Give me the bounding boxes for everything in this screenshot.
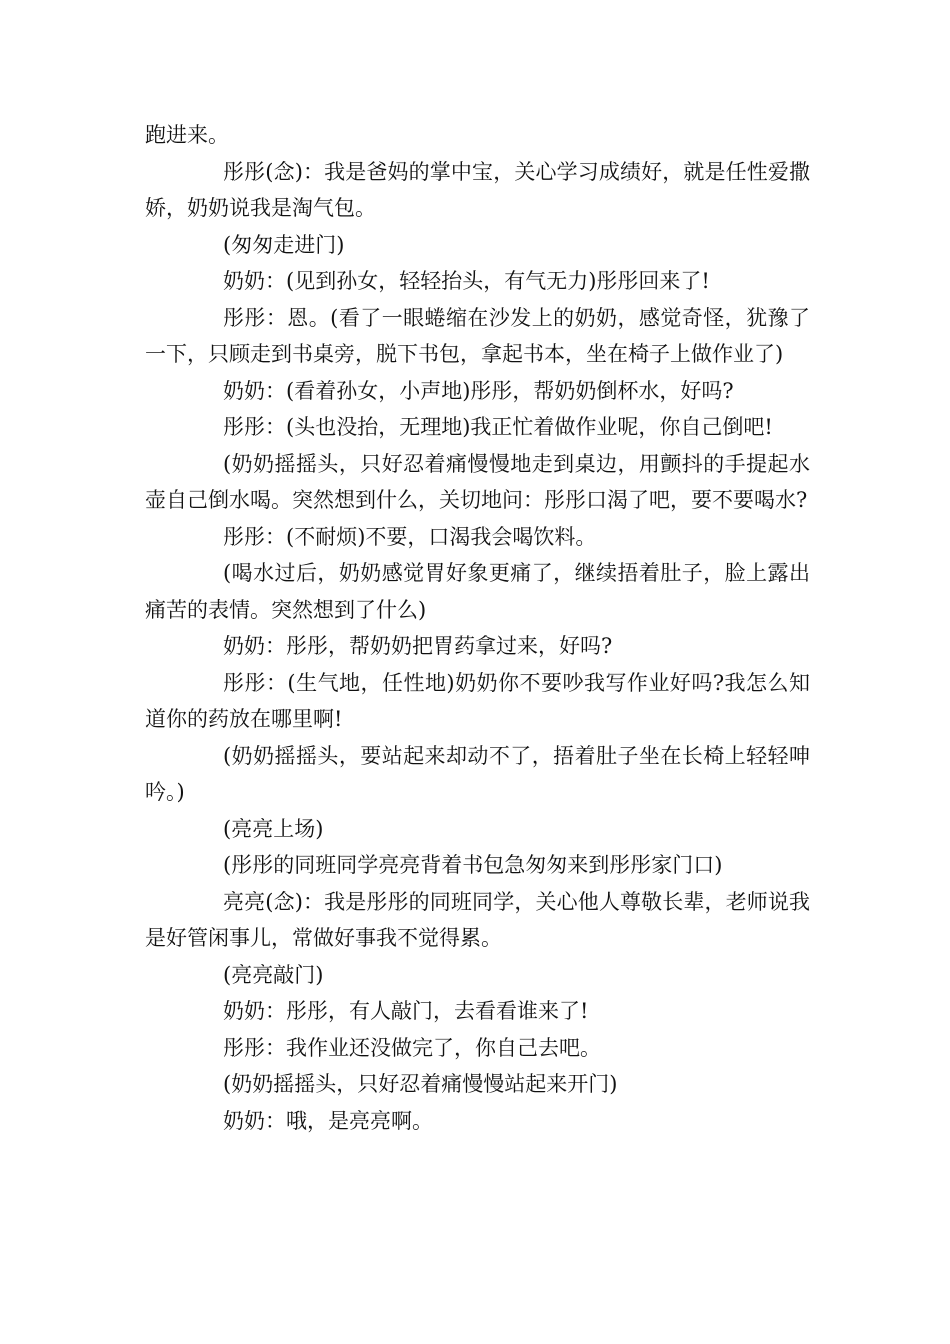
script-text-body [145,117,810,1139]
paragraph-21: 奶奶：哦，是亮亮啊。 [223,1108,433,1133]
paragraph-8: (奶奶摇摇头，只好忍着痛慢慢地走到桌边，用颤抖的手提起水壶自己倒水喝。突然想到什么，关切地问：彤彤口渴了吧，要不要喝水? [145,451,810,512]
paragraph-14: (亮亮上场) [223,816,324,841]
paragraph-6: 奶奶：(看着孙女，小声地)彤彤，帮奶奶倒杯水，好吗? [223,378,734,403]
paragraph-4: 奶奶：(见到孙女，轻轻抬头，有气无力)彤彤回来了! [223,269,710,293]
paragraph-13: (奶奶摇摇头，要站起来却动不了，捂着肚子坐在长椅上轻轻呻吟。) [145,743,810,804]
paragraph-10: (喝水过后，奶奶感觉胃好象更痛了，继续捂着肚子，脸上露出痛苦的表情。突然想到了什么) [145,561,810,622]
paragraph-12: 彤彤：(生气地，任性地)奶奶你不要吵我写作业好吗?我怎么知道你的药放在哪里啊! [145,670,810,731]
paragraph-5: 彤彤：恩。(看了一眼蜷缩在沙发上的奶奶，感觉奇怪，犹豫了一下，只顾走到书桌旁，脱下书包，拿起书本，坐在椅子上做作业了) [145,305,810,366]
paragraph-19: 彤彤：我作业还没做完了，你自己去吧。 [223,1035,601,1060]
paragraph-9: 彤彤：(不耐烦)不要，口渴我会喝饮料。 [223,524,597,549]
paragraph-2: 彤彤(念)：我是爸妈的掌中宝，关心学习成绩好，就是任性爱撒娇，奶奶说我是淘气包。 [145,159,810,220]
paragraph-7: 彤彤：(头也没抬，无理地)我正忙着做作业呢，你自己倒吧! [223,415,773,439]
paragraph-16: 亮亮(念)：我是彤彤的同班同学，关心他人尊敬长辈，老师说我是好管闲事儿，常做好事我不觉得累。 [145,889,810,950]
paragraph-18: 奶奶：彤彤，有人敲门，去看看谁来了! [223,999,589,1023]
paragraph-11: 奶奶：彤彤，帮奶奶把胃药拿过来，好吗? [223,634,613,658]
paragraph-1: 跑进来。 [145,123,229,147]
paragraph-20: (奶奶摇摇头，只好忍着痛慢慢站起来开门) [223,1072,618,1096]
paragraph-17: (亮亮敲门) [223,962,324,987]
paragraph-3: (匆匆走进门) [223,232,345,257]
paragraph-15: (彤彤的同班同学亮亮背着书包急匆匆来到彤彤家门口) [223,853,723,877]
